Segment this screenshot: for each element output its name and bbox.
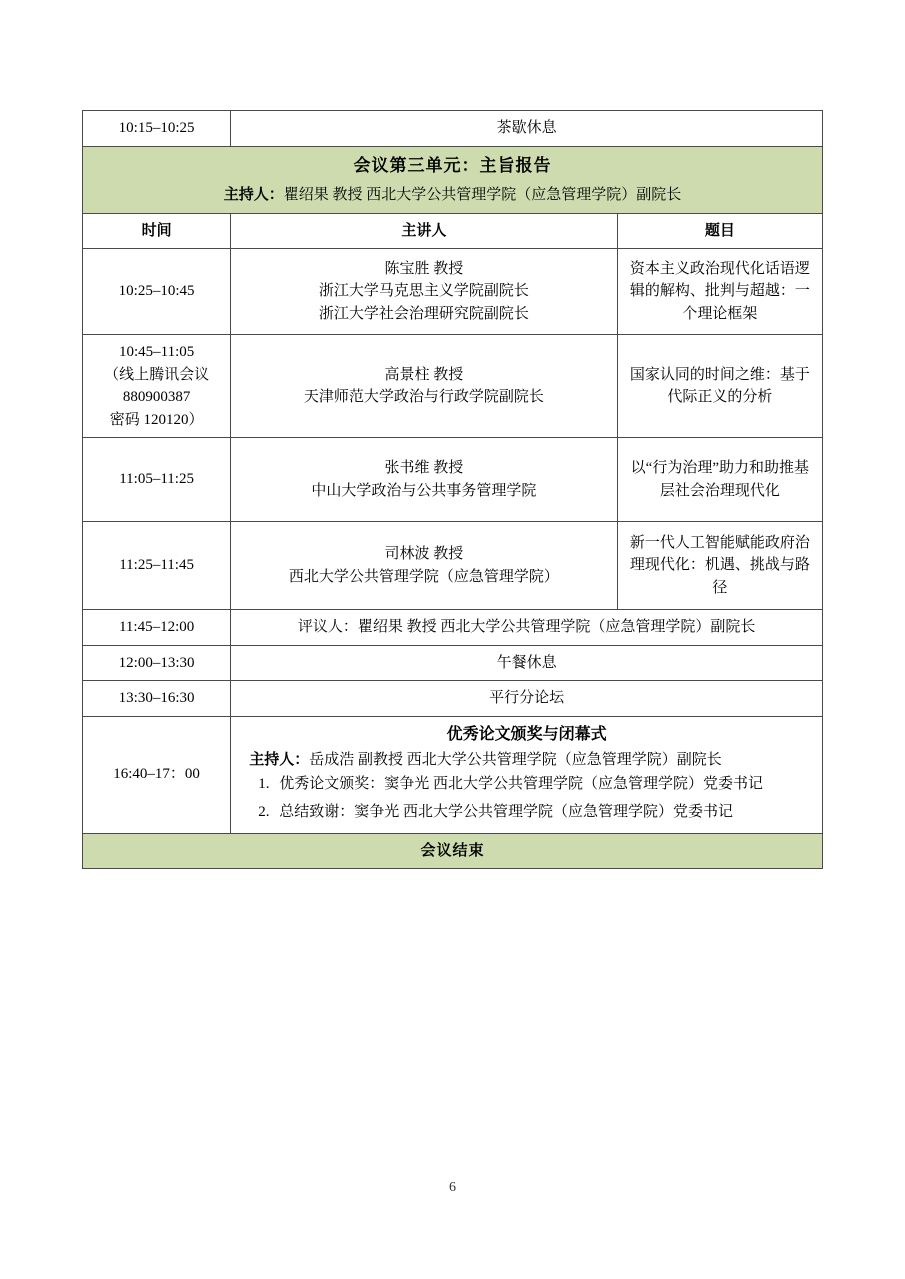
row-time: 11:05–11:25 — [83, 438, 231, 522]
break-time: 10:15–10:25 — [83, 111, 231, 147]
table-row — [83, 438, 823, 522]
end-label: 会议结束 — [83, 833, 823, 869]
row-time: 10:25–10:45 — [83, 249, 231, 335]
row-speaker: 高景柱 教授 天津师范大学政治与行政学院副院长 — [231, 335, 618, 438]
header-time: 时间 — [83, 213, 231, 249]
page-number: 6 — [449, 1180, 456, 1195]
list-item: 1. 优秀论文颁奖：窦争光 西北大学公共管理学院（应急管理学院）党委书记 — [273, 771, 814, 799]
closing-item-list — [239, 771, 814, 827]
table-row — [83, 335, 823, 438]
end-row — [83, 833, 823, 869]
parallel-label: 平行分论坛 — [231, 681, 823, 717]
closing-time: 16:40–17：00 — [83, 716, 231, 833]
section-title: 会议第三单元：主旨报告 — [353, 155, 552, 175]
closing-host — [239, 749, 814, 772]
agenda-table — [82, 110, 823, 869]
row-time: 10:45–11:05 （线上腾讯会议 880900387 密码 120120） — [83, 335, 231, 438]
closing-host-text: 岳成浩 副教授 西北大学公共管理学院（应急管理学院）副院长 — [309, 751, 722, 768]
break-label: 茶歇休息 — [231, 111, 823, 147]
row-topic: 新一代人工智能赋能政府治理现代化：机遇、挑战与路径 — [617, 522, 822, 610]
lunch-time: 12:00–13:30 — [83, 645, 231, 681]
closing-cell — [231, 716, 823, 833]
row-speaker: 张书维 教授 中山大学政治与公共事务管理学院 — [231, 438, 618, 522]
row-topic: 国家认同的时间之维：基于代际正义的分析 — [617, 335, 822, 438]
list-item: 2. 总结致谢：窦争光 西北大学公共管理学院（应急管理学院）党委书记 — [273, 799, 814, 827]
closing-title: 优秀论文颁奖与闭幕式 — [446, 725, 607, 743]
table-row — [83, 522, 823, 610]
section-host-text: 瞿绍果 教授 西北大学公共管理学院（应急管理学院）副院长 — [283, 187, 682, 203]
row-topic: 资本主义政治现代化话语逻辑的解构、批判与超越：一个理论框架 — [617, 249, 822, 335]
review-time: 11:45–12:00 — [83, 610, 231, 646]
table-row — [83, 249, 823, 335]
section-host-label: 主持人： — [223, 187, 284, 203]
parallel-time: 13:30–16:30 — [83, 681, 231, 717]
section-header-row — [83, 146, 823, 213]
table-row — [83, 645, 823, 681]
table-row — [83, 610, 823, 646]
row-speaker: 司林波 教授 西北大学公共管理学院（应急管理学院） — [231, 522, 618, 610]
header-topic: 题目 — [617, 213, 822, 249]
row-topic: 以“行为治理”助力和助推基层社会治理现代化 — [617, 438, 822, 522]
lunch-label: 午餐休息 — [231, 645, 823, 681]
row-time: 11:25–11:45 — [83, 522, 231, 610]
section-header-cell — [83, 146, 823, 213]
closing-row — [83, 716, 823, 833]
header-speaker: 主讲人 — [231, 213, 618, 249]
column-header-row — [83, 213, 823, 249]
table-row — [83, 681, 823, 717]
row-speaker: 陈宝胜 教授 浙江大学马克思主义学院副院长 浙江大学社会治理研究院副院长 — [231, 249, 618, 335]
table-row — [83, 111, 823, 147]
section-host — [91, 182, 814, 207]
closing-host-label: 主持人： — [249, 751, 310, 768]
review-text: 评议人：瞿绍果 教授 西北大学公共管理学院（应急管理学院）副院长 — [231, 610, 823, 646]
